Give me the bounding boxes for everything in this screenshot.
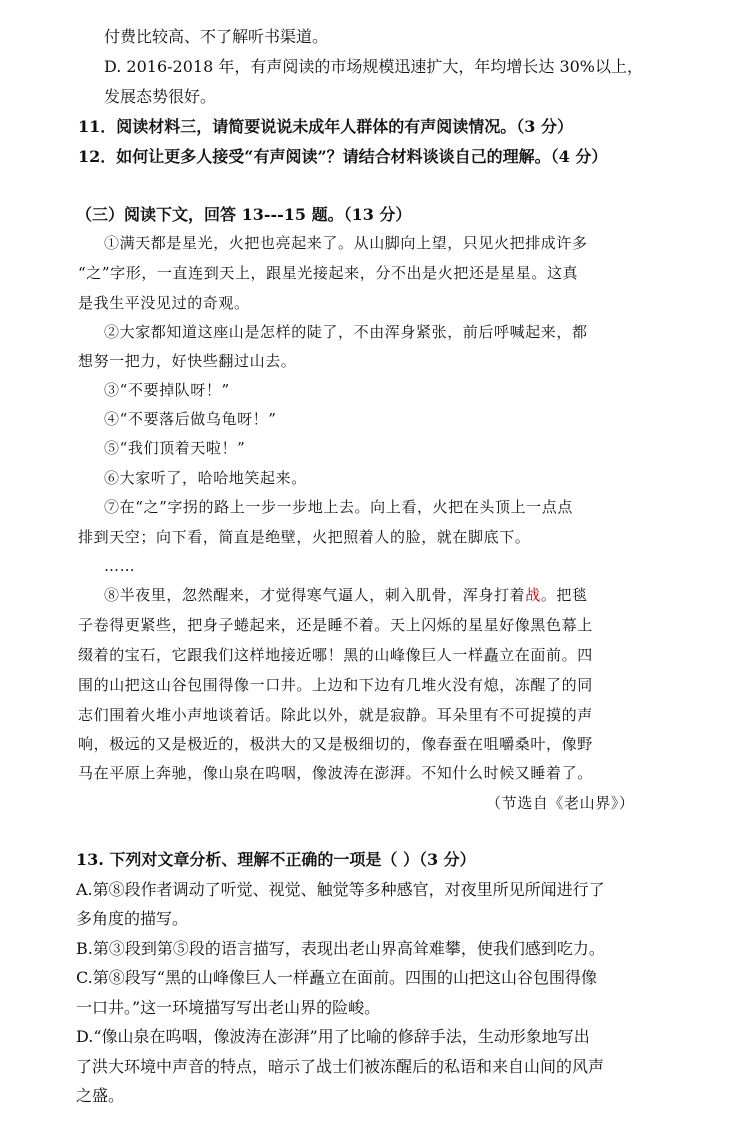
passage-p6: ⑥大家听了，哈哈地笑起来。 [104, 469, 307, 487]
passage-p8-line6: 响，极远的又是极近的，极洪大的又是极细切的，像春蚕在咀嚼桑叶，像野 [78, 735, 593, 753]
q13-option-d-line1: D.“像山泉在呜咽，像波涛在澎湃”用了比喻的修辞手法，生动形象地写出 [76, 1027, 590, 1046]
q13-option-b: B.第③段到第⑤段的语言描写，表现出老山界高耸难攀，使我们感到吃力。 [76, 939, 605, 958]
passage-p5: ⑤“我们顶着天啦！” [104, 439, 246, 457]
question-13-stem: 13. 下列对文章分析、理解不正确的一项是（ ）（3 分） [76, 850, 476, 869]
q13-option-c-line1: C.第⑧段写“黑的山峰像巨人一样矗立在面前。四围的山把这山谷包围得像 [76, 968, 597, 987]
p8-line1-part-a: ⑧半夜里，忽然醒来，才觉得寒气逼人，刺入肌骨，浑身打着 [104, 586, 526, 604]
highlighted-character: 战 [525, 586, 541, 604]
passage-p7-line2: 排到天空；向下看，简直是绝壁，火把照着人的脸，就在脚底下。 [78, 528, 531, 546]
passage-p3: ③“不要掉队呀！” [104, 381, 230, 399]
q13-option-d-line2: 了洪大环境中声音的特点，暗示了战士们被冻醒后的私语和来自山间的风声 [76, 1057, 605, 1076]
passage-p4: ④“不要落后做乌龟呀！” [104, 410, 277, 428]
passage-p8-line1 [104, 580, 588, 610]
option-d-line2: 发展态势很好。 [104, 87, 217, 106]
section-3-heading: （三）阅读下文，回答 13---15 题。（13 分） [76, 205, 412, 224]
option-d-line1: D. 2016-2018 年，有声阅读的市场规模迅速扩大，年均增长达 30%以上， [104, 57, 644, 76]
q13-option-a-line1: A.第⑧段作者调动了听觉、视觉、触觉等多种感官，对夜里所见所闻进行了 [76, 880, 605, 899]
question-12: 12．如何让更多人接受“有声阅读”？请结合材料谈谈自己的理解。（4 分） [78, 147, 608, 166]
p8-line1-part-b: 。把毯 [540, 586, 588, 604]
passage-p8-line3: 缀着的宝石，它跟我们这样地接近哪！黑的山峰像巨人一样矗立在面前。四 [78, 646, 593, 664]
passage-p2-line1: ②大家都知道这座山是怎样的陡了，不由浑身紧张，前后呼喊起来，都 [104, 323, 588, 341]
q13-option-a-line2: 多角度的描写。 [76, 909, 189, 928]
option-c-continuation: 付费比较高、不了解听书渠道。 [104, 27, 329, 46]
passage-p7-line1: ⑦在“之”字拐的路上一步一步地上去。向上看，火把在头顶上一点点 [104, 498, 573, 516]
passage-p8-line2: 子卷得更紧些，把身子蜷起来，还是睡不着。天上闪烁的星星好像黑色幕上 [78, 616, 593, 634]
question-11: 11．阅读材料三，请简要说说未成年人群体的有声阅读情况。（3 分） [78, 117, 573, 136]
passage-p8-line7: 马在平原上奔驰，像山泉在呜咽，像波涛在澎湃。不知什么时候又睡着了。 [78, 764, 593, 782]
passage-p2-line2: 想努一把力，好快些翻过山去。 [78, 352, 297, 370]
passage-p1-line1: ①满天都是星光，火把也亮起来了。从山脚向上望，只见火把排成许多 [104, 234, 588, 252]
q13-option-d-line3: 之盛。 [76, 1086, 125, 1105]
passage-p8-line4: 围的山把这山谷包围得像一口井。上边和下边有几堆火没有熄，冻醒了的同 [78, 676, 593, 694]
passage-p1-line2: “之”字形，一直连到天上，跟星光接起来，分不出是火把还是星星。这真 [78, 264, 579, 282]
passage-p1-line3: 是我生平没见过的奇观。 [78, 294, 250, 312]
q13-option-c-line2: 一口井。”这一环境描写写出老山界的险峻。 [76, 998, 381, 1017]
passage-source: （节选自《老山界》） [486, 794, 635, 812]
passage-p8-line5: 志们围着火堆小声地谈着话。除此以外，就是寂静。耳朵里有不可捉摸的声 [78, 706, 593, 724]
passage-ellipsis: …… [104, 557, 136, 575]
